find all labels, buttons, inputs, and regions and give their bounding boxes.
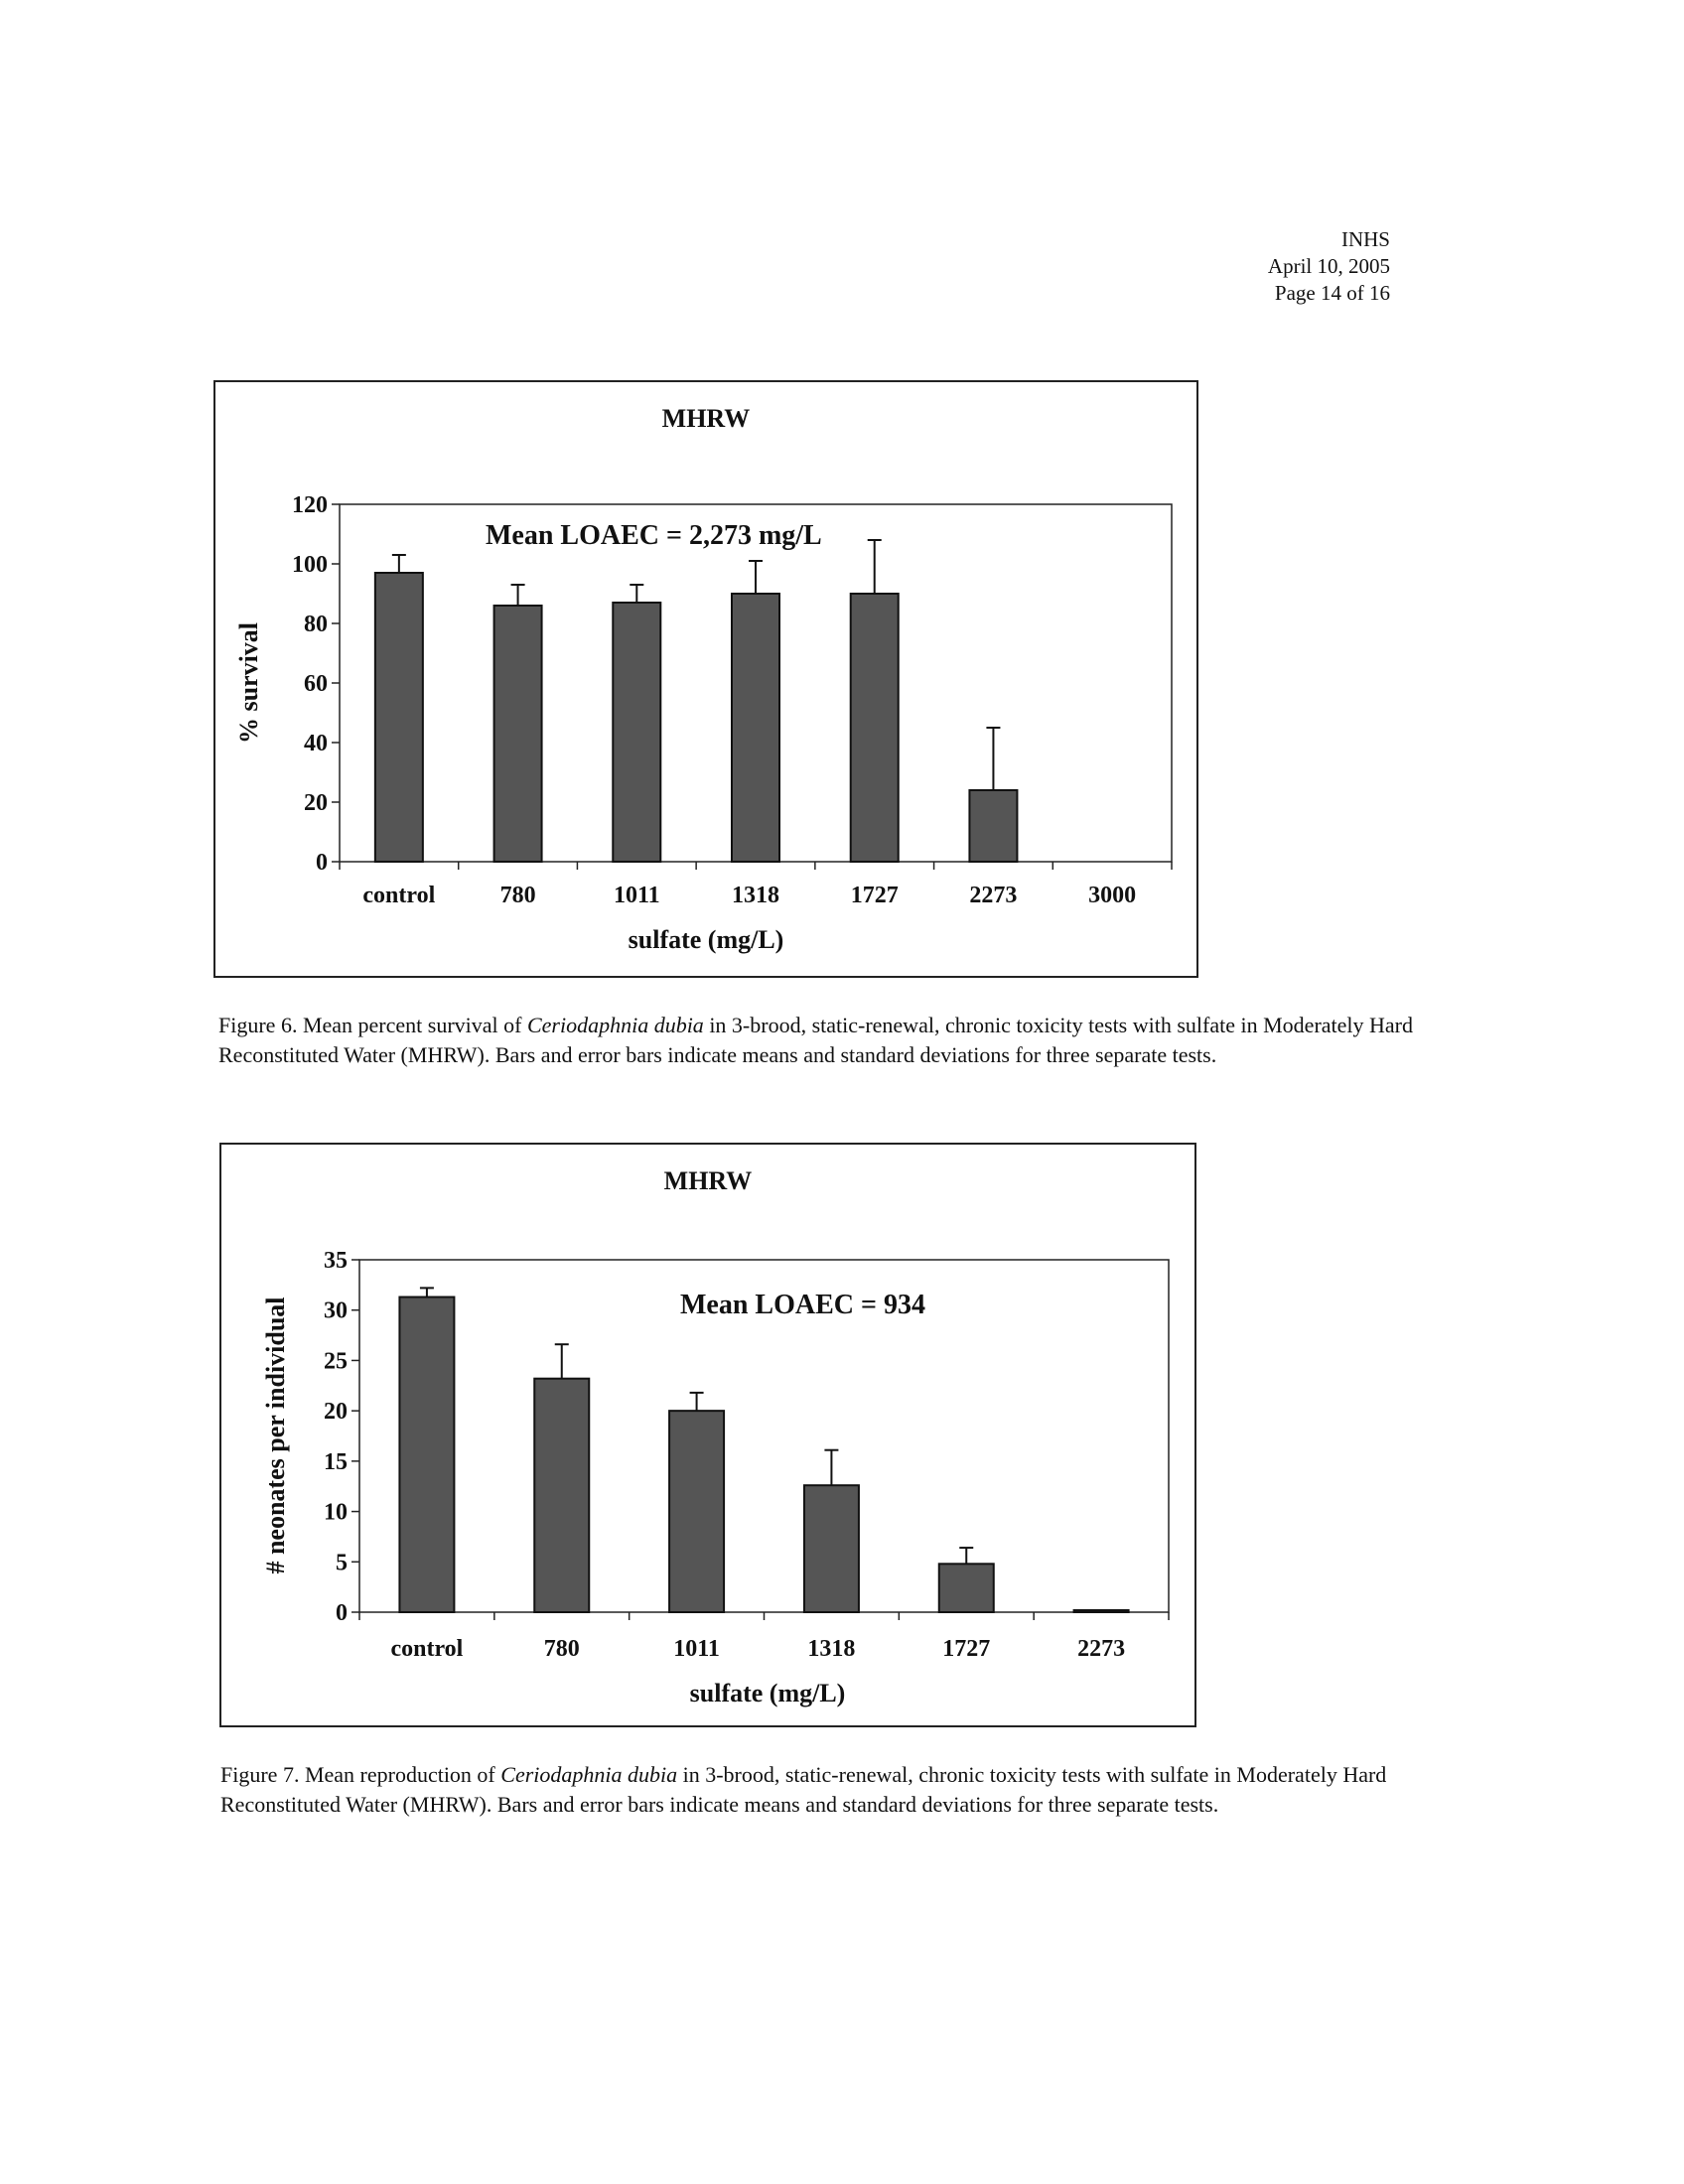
y-tick-label: 20 (304, 790, 328, 816)
survival-bar-chart (215, 382, 1196, 976)
y-tick-label: 0 (316, 850, 328, 876)
figure-7-caption-prefix: Figure 7. Mean reproduction of (220, 1762, 501, 1787)
y-tick-label: 35 (324, 1248, 348, 1274)
y-tick-label: 60 (304, 671, 328, 697)
x-tick-label: 2273 (1077, 1636, 1126, 1662)
figure-7-caption-species: Ceriodaphnia dubia (500, 1762, 678, 1787)
y-axis-title: % survival (234, 621, 263, 745)
bar (399, 1297, 454, 1612)
bar (494, 606, 542, 862)
x-tick-label: 2273 (969, 883, 1018, 908)
y-tick-label: 40 (304, 731, 328, 756)
loaec-annotation: Mean LOAEC = 934 (680, 1290, 925, 1320)
bar (851, 594, 899, 862)
y-tick-label: 15 (324, 1448, 348, 1475)
bar (732, 594, 779, 862)
x-tick-label: 1727 (942, 1636, 991, 1662)
y-tick-label: 25 (324, 1348, 348, 1375)
figure-7-chart-frame (219, 1143, 1196, 1727)
page-header (1268, 226, 1390, 307)
figure-6-caption-suffix: in 3-brood, static-renewal, chronic toxicity tests with sulfate in Moderately Hard Reconstituted Water (MHRW). Bars and error bars indicate means and standard deviations for three separate tests. (218, 1013, 1413, 1067)
x-tick-label: 780 (499, 883, 536, 908)
chart-title: MHRW (661, 404, 751, 433)
header-page-number: Page 14 of 16 (1274, 281, 1390, 305)
x-tick-label: 780 (543, 1636, 580, 1662)
bar (669, 1411, 724, 1612)
y-tick-label: 80 (304, 612, 328, 637)
header-org: INHS (1340, 227, 1390, 251)
x-axis-title: sulfate (mg/L) (628, 925, 784, 954)
figure-6-caption-species: Ceriodaphnia dubia (526, 1013, 704, 1037)
y-tick-label: 10 (324, 1499, 348, 1526)
y-tick-label: 20 (324, 1399, 348, 1426)
y-tick-label: 0 (336, 1600, 348, 1626)
figure-6-caption-prefix: Figure 6. Mean percent survival of (218, 1013, 527, 1037)
x-tick-label: 1318 (807, 1636, 856, 1662)
bar (613, 603, 660, 862)
x-tick-label: 1011 (673, 1636, 720, 1662)
y-tick-label: 120 (292, 492, 328, 518)
bar (804, 1485, 859, 1612)
x-tick-label: 1011 (613, 883, 660, 908)
bar (534, 1379, 589, 1612)
figure-7-caption (220, 1760, 1452, 1820)
x-tick-label: 1727 (850, 883, 899, 908)
loaec-annotation: Mean LOAEC = 2,273 mg/L (486, 520, 822, 551)
chart-title: MHRW (663, 1166, 753, 1195)
bar (375, 573, 423, 862)
x-tick-label: 1318 (732, 883, 779, 908)
bar (1074, 1610, 1129, 1612)
x-tick-label: control (390, 1636, 464, 1662)
bar (969, 790, 1017, 862)
figure-7-caption-suffix: in 3-brood, static-renewal, chronic toxicity tests with sulfate in Moderately Hard Reconstituted Water (MHRW). Bars and error bars indicate means and standard deviations for three separate tests. (220, 1762, 1387, 1817)
y-tick-label: 30 (324, 1297, 348, 1324)
y-tick-label: 100 (292, 552, 328, 578)
figure-6-chart-frame (213, 380, 1198, 978)
reproduction-bar-chart (221, 1145, 1194, 1725)
x-tick-label: control (362, 883, 436, 908)
header-date: April 10, 2005 (1267, 254, 1390, 278)
x-axis-title: sulfate (mg/L) (689, 1679, 846, 1707)
y-tick-label: 5 (336, 1550, 348, 1576)
x-tick-label: 3000 (1088, 883, 1137, 908)
y-axis-title: # neonates per individual (261, 1297, 290, 1574)
figure-6-caption (218, 1011, 1450, 1070)
bar (939, 1564, 994, 1612)
